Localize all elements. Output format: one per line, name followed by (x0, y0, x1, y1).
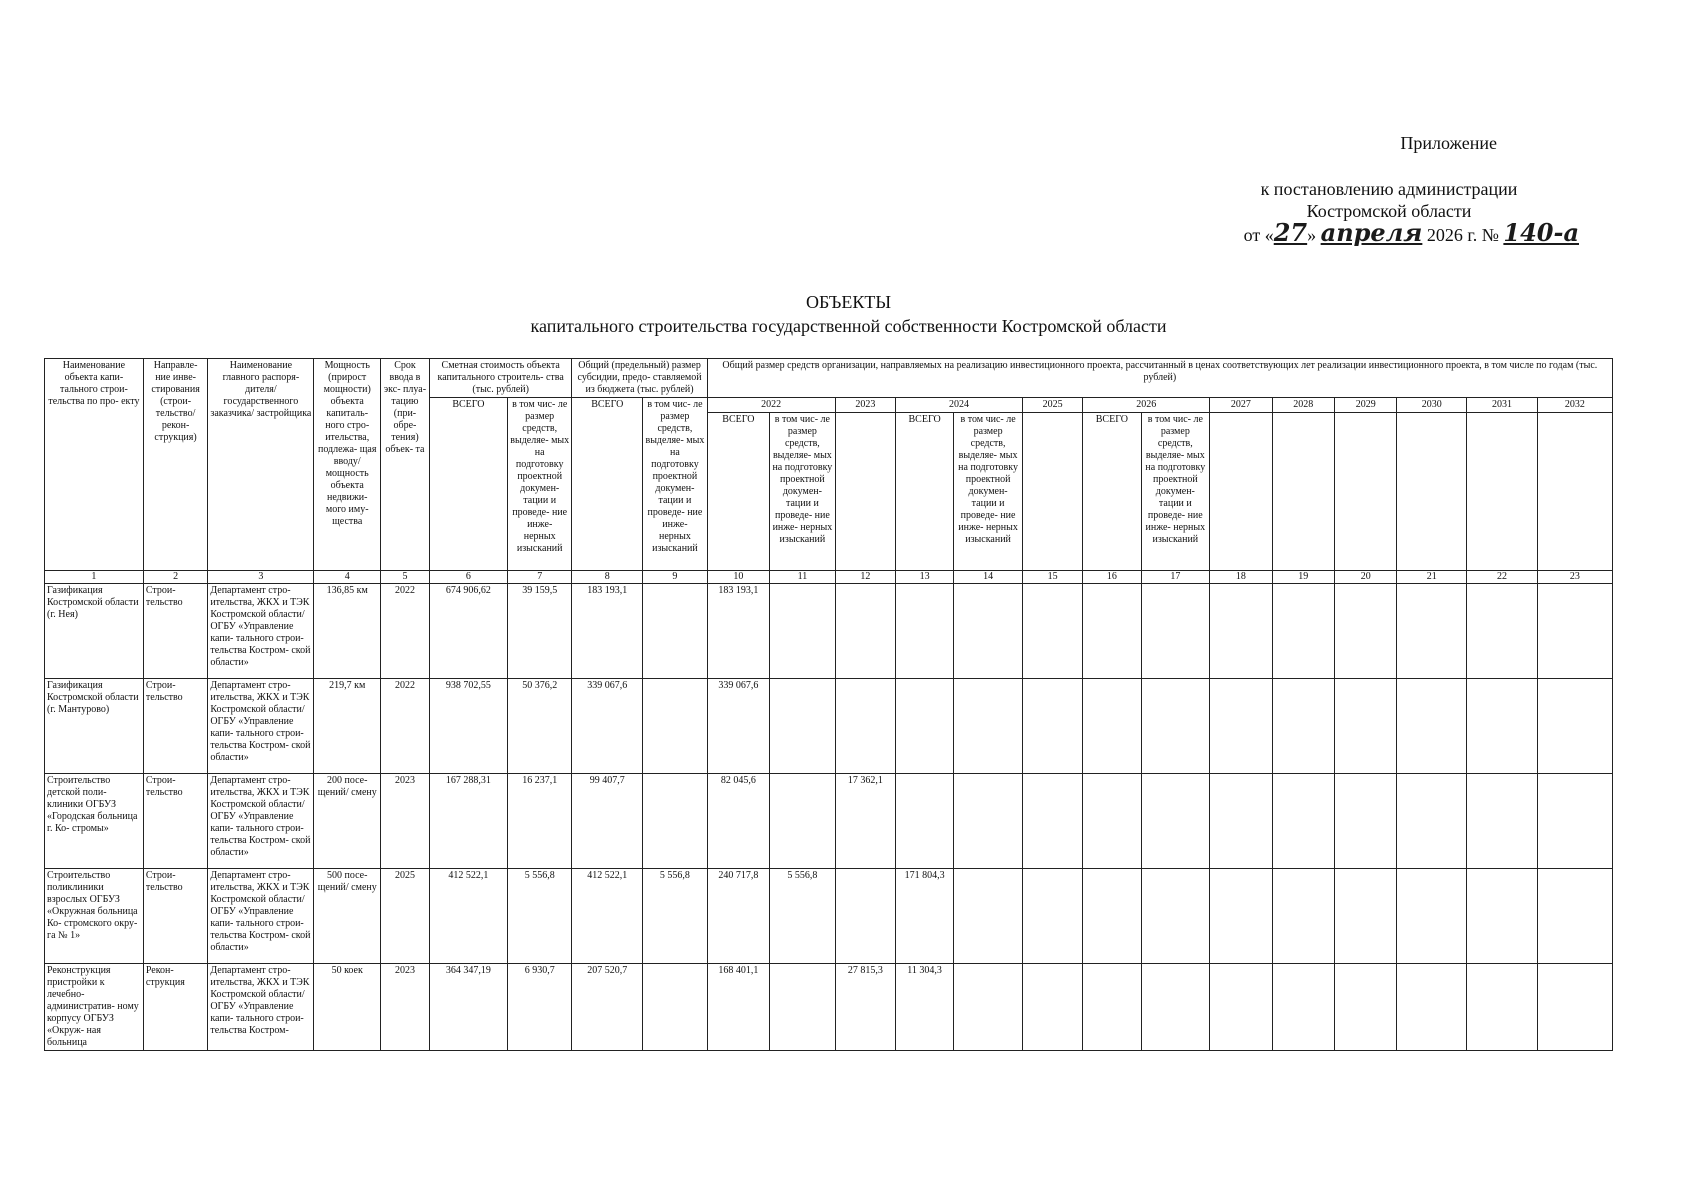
y2030-cell (1397, 584, 1467, 679)
y2028-cell (1272, 679, 1334, 774)
y2022-total-cell: 339 067,6 (707, 679, 769, 774)
y2031-cell (1467, 584, 1538, 679)
col-direction-header: Направле- ние инве- стирования (строи- тельство/ рекон- струкция) (143, 359, 208, 571)
title-line-1: ОБЪЕКТЫ (805, 292, 892, 312)
y2030-cell (1397, 869, 1467, 964)
cost-design-cell: 5 556,8 (507, 869, 572, 964)
capacity-cell: 50 коек (314, 964, 381, 1051)
y2022-total-cell: 240 717,8 (707, 869, 769, 964)
y2024-total-cell: 171 804,3 (896, 869, 954, 964)
customer-cell: Департамент стро- ительства, ЖКХ и ТЭК Костромской области/ОГБУ «Управление капи- тального строи- тельства Костром- ской области» (208, 584, 314, 679)
y2029-blank-header (1335, 413, 1397, 571)
column-number: 23 (1537, 571, 1612, 584)
region-line: Костромской области (1306, 201, 1472, 221)
y2032-cell (1537, 584, 1612, 679)
y2026-design-cell (1141, 964, 1210, 1051)
subsidy-total-cell: 183 193,1 (572, 584, 643, 679)
y2026-total-cell (1083, 774, 1141, 869)
date-mid: » (1307, 225, 1321, 245)
year-2022-header: 2022 (707, 398, 835, 413)
column-number: 1 (45, 571, 144, 584)
table-row (45, 774, 1613, 869)
year-2025-header: 2025 (1022, 398, 1082, 413)
object-name-cell: Строительство поликлиники взрослых ОГБУЗ «Окружная больница Ко- стромского окру- га № 1» (45, 869, 144, 964)
y2026-design-cell (1141, 869, 1210, 964)
y2025-cell (1022, 869, 1082, 964)
y2022-design-cell (770, 584, 836, 679)
y2024-design-cell (954, 584, 1023, 679)
year-2028-header: 2028 (1272, 398, 1334, 413)
column-number: 6 (429, 571, 507, 584)
y2032-blank-header (1537, 413, 1612, 571)
y2026-total-cell (1083, 584, 1141, 679)
term-cell: 2022 (381, 679, 430, 774)
column-number: 10 (707, 571, 769, 584)
capacity-cell: 136,85 км (314, 584, 381, 679)
subsidy-design-header: в том чис- ле размер средств, выделяе- мых на подготовку проектной докумен- тации и проведе- ние инже- нерных изысканий (643, 398, 708, 571)
subsidy-total-cell: 339 067,6 (572, 679, 643, 774)
column-number: 19 (1272, 571, 1334, 584)
year-2023-header: 2023 (835, 398, 895, 413)
column-number: 11 (770, 571, 836, 584)
subsidy-design-cell (643, 774, 708, 869)
col-cost-header: Сметная стоимость объекта капитального строитель- ства (тыс. рублей) (429, 359, 572, 398)
y2030-cell (1397, 679, 1467, 774)
y2023-cell (835, 679, 895, 774)
customer-cell: Департамент стро- ительства, ЖКХ и ТЭК Костромской области/ОГБУ «Управление капи- тального строи- тельства Костром- (208, 964, 314, 1051)
y2022-design-header: в том чис- ле размер средств, выделяе- мых на подготовку проектной докумен- тации и проведе- ние инже- нерных изысканий (770, 413, 836, 571)
col-customer-header: Наименование главного распоря- дителя/ государственного заказчика/ застройщика (208, 359, 314, 571)
cost-design-header: в том чис- ле размер средств, выделяе- мых на подготовку проектной докумен- тации и проведе- ние инже- нерных изысканий (507, 398, 572, 571)
table-row (45, 964, 1613, 1051)
y2022-design-cell: 5 556,8 (770, 869, 836, 964)
y2023-cell: 27 815,3 (835, 964, 895, 1051)
col-subsidy-header: Общий (предельный) размер субсидии, предо- ставляемой из бюджета (тыс. рублей) (572, 359, 707, 398)
year-2031-header: 2031 (1467, 398, 1538, 413)
cost-total-header: ВСЕГО (429, 398, 507, 571)
y2027-cell (1210, 584, 1272, 679)
year-2029-header: 2029 (1335, 398, 1397, 413)
subsidy-design-cell (643, 964, 708, 1051)
y2025-cell (1022, 584, 1082, 679)
cost-total-cell: 938 702,55 (429, 679, 507, 774)
y2024-total-header: ВСЕГО (896, 413, 954, 571)
y2027-blank-header (1210, 413, 1272, 571)
cost-total-cell: 167 288,31 (429, 774, 507, 869)
year-2024-header: 2024 (896, 398, 1023, 413)
capacity-cell: 500 посе- щений/ смену (314, 869, 381, 964)
cost-design-cell: 16 237,1 (507, 774, 572, 869)
appendix-label: Приложение (1400, 133, 1497, 153)
y2027-cell (1210, 964, 1272, 1051)
table-body (45, 584, 1613, 1051)
y2023-cell (835, 584, 895, 679)
y2024-total-cell (896, 679, 954, 774)
cost-total-cell: 674 906,62 (429, 584, 507, 679)
y2029-cell (1335, 964, 1397, 1051)
object-name-cell: Реконструкция пристройки к лечебно- административ- ному корпусу ОГБУЗ «Окруж- ная больница (45, 964, 144, 1051)
cost-design-cell: 39 159,5 (507, 584, 572, 679)
y2032-cell (1537, 964, 1612, 1051)
y2023-cell: 17 362,1 (835, 774, 895, 869)
y2026-design-header: в том чис- ле размер средств, выделяе- мых на подготовку проектной докумен- тации и проведе- ние инже- нерных изысканий (1141, 413, 1210, 571)
y2024-design-cell (954, 774, 1023, 869)
column-number: 14 (954, 571, 1023, 584)
y2026-total-cell (1083, 964, 1141, 1051)
subsidy-design-cell (643, 679, 708, 774)
y2022-total-header: ВСЕГО (707, 413, 769, 571)
col-funds-header: Общий размер средств организации, направляемых на реализацию инвестиционного проекта, рассчитанный в ценах соответствующих лет реализации инвестиционного проекта, в том числе по годам (тыс. рублей) (707, 359, 1612, 398)
y2024-total-cell: 11 304,3 (896, 964, 954, 1051)
decree-date-line (1199, 218, 1579, 247)
direction-cell: Строи- тельство (143, 774, 208, 869)
y2031-blank-header (1467, 413, 1538, 571)
y2025-cell (1022, 774, 1082, 869)
direction-cell: Строи- тельство (143, 869, 208, 964)
y2031-cell (1467, 964, 1538, 1051)
column-number: 5 (381, 571, 430, 584)
y2024-total-cell (896, 584, 954, 679)
y2029-cell (1335, 869, 1397, 964)
y2031-cell (1467, 869, 1538, 964)
table-row (45, 584, 1613, 679)
y2026-design-cell (1141, 679, 1210, 774)
y2025-cell (1022, 964, 1082, 1051)
y2025-cell (1022, 679, 1082, 774)
column-number: 12 (835, 571, 895, 584)
col-term-header: Срок ввода в экс- плуа- тацию (при- обре- тения) объек- та (381, 359, 430, 571)
column-number: 16 (1083, 571, 1141, 584)
direction-cell: Строи- тельство (143, 679, 208, 774)
y2026-total-header: ВСЕГО (1083, 413, 1141, 571)
column-number: 15 (1022, 571, 1082, 584)
column-number: 9 (643, 571, 708, 584)
cost-design-cell: 50 376,2 (507, 679, 572, 774)
y2030-cell (1397, 774, 1467, 869)
date-year: 2026 г. № (1422, 225, 1504, 245)
subsidy-design-cell: 5 556,8 (643, 869, 708, 964)
document-title (0, 290, 1697, 338)
y2029-cell (1335, 774, 1397, 869)
date-day-handwritten: 27 (1273, 218, 1308, 247)
table-row (45, 679, 1613, 774)
decree-reference (1199, 178, 1579, 246)
subsidy-total-header: ВСЕГО (572, 398, 643, 571)
y2028-cell (1272, 869, 1334, 964)
subsidy-total-cell: 412 522,1 (572, 869, 643, 964)
date-prefix: от « (1243, 225, 1274, 245)
y2029-cell (1335, 679, 1397, 774)
decree-number-handwritten: 140-а (1503, 218, 1579, 247)
objects-table (44, 358, 1613, 1051)
y2022-design-cell (770, 679, 836, 774)
capacity-cell: 219,7 км (314, 679, 381, 774)
y2024-design-cell (954, 679, 1023, 774)
date-month-handwritten: апреля (1320, 218, 1423, 247)
y2026-total-cell (1083, 679, 1141, 774)
y2022-design-cell (770, 964, 836, 1051)
y2024-design-cell (954, 964, 1023, 1051)
y2028-cell (1272, 774, 1334, 869)
column-number: 21 (1397, 571, 1467, 584)
y2022-total-cell: 82 045,6 (707, 774, 769, 869)
customer-cell: Департамент стро- ительства, ЖКХ и ТЭК Костромской области/ОГБУ «Управление капи- тального строи- тельства Костром- ской области» (208, 774, 314, 869)
y2022-total-cell: 183 193,1 (707, 584, 769, 679)
y2023-cell (835, 869, 895, 964)
y2024-total-cell (896, 774, 954, 869)
column-number: 4 (314, 571, 381, 584)
term-cell: 2025 (381, 869, 430, 964)
y2026-design-cell (1141, 774, 1210, 869)
column-numbers-row (45, 571, 1613, 584)
y2028-blank-header (1272, 413, 1334, 571)
title-line-2: капитального строительства государственной собственности Костромской области (530, 316, 1167, 336)
header-row-1 (45, 359, 1613, 398)
y2025-blank-header (1022, 413, 1082, 571)
y2027-cell (1210, 869, 1272, 964)
table-row (45, 869, 1613, 964)
direction-cell: Строи- тельство (143, 584, 208, 679)
column-number: 18 (1210, 571, 1272, 584)
year-2026-header: 2026 (1083, 398, 1210, 413)
column-number: 17 (1141, 571, 1210, 584)
col-name-header: Наименование объекта капи- тального строи- тельства по про- екту (45, 359, 144, 571)
cost-design-cell: 6 930,7 (507, 964, 572, 1051)
term-cell: 2023 (381, 774, 430, 869)
customer-cell: Департамент стро- ительства, ЖКХ и ТЭК Костромской области/ОГБУ «Управление капи- тального строи- тельства Костром- ской области» (208, 869, 314, 964)
y2023-blank-header (835, 413, 895, 571)
year-2027-header: 2027 (1210, 398, 1272, 413)
subsidy-total-cell: 99 407,7 (572, 774, 643, 869)
column-number: 2 (143, 571, 208, 584)
term-cell: 2022 (381, 584, 430, 679)
y2030-cell (1397, 964, 1467, 1051)
y2028-cell (1272, 584, 1334, 679)
y2032-cell (1537, 774, 1612, 869)
subsidy-total-cell: 207 520,7 (572, 964, 643, 1051)
column-number: 20 (1335, 571, 1397, 584)
cost-total-cell: 364 347,19 (429, 964, 507, 1051)
y2031-cell (1467, 774, 1538, 869)
cost-total-cell: 412 522,1 (429, 869, 507, 964)
column-number: 3 (208, 571, 314, 584)
capacity-cell: 200 посе- щений/ смену (314, 774, 381, 869)
y2031-cell (1467, 679, 1538, 774)
object-name-cell: Газификация Костромской области (г. Нея) (45, 584, 144, 679)
y2032-cell (1537, 869, 1612, 964)
column-number: 13 (896, 571, 954, 584)
y2028-cell (1272, 964, 1334, 1051)
direction-cell: Рекон- струкция (143, 964, 208, 1051)
year-2032-header: 2032 (1537, 398, 1612, 413)
y2024-design-header: в том чис- ле размер средств, выделяе- мых на подготовку проектной докумен- тации и проведе- ние инже- нерных изысканий (954, 413, 1023, 571)
col-capacity-header: Мощность (прирост мощности) объекта капиталь- ного стро- ительства, подлежа- щая вводу/ мощность объекта недвижи- мого иму- щества (314, 359, 381, 571)
y2022-design-cell (770, 774, 836, 869)
customer-cell: Департамент стро- ительства, ЖКХ и ТЭК Костромской области/ОГБУ «Управление капи- тального строи- тельства Костром- ской области» (208, 679, 314, 774)
y2029-cell (1335, 584, 1397, 679)
y2024-design-cell (954, 869, 1023, 964)
object-name-cell: Строительство детской поли- клиники ОГБУЗ «Городская больница г. Ко- стромы» (45, 774, 144, 869)
column-number: 22 (1467, 571, 1538, 584)
y2027-cell (1210, 774, 1272, 869)
column-number: 8 (572, 571, 643, 584)
y2026-total-cell (1083, 869, 1141, 964)
subsidy-design-cell (643, 584, 708, 679)
y2027-cell (1210, 679, 1272, 774)
term-cell: 2023 (381, 964, 430, 1051)
year-2030-header: 2030 (1397, 398, 1467, 413)
column-number: 7 (507, 571, 572, 584)
y2026-design-cell (1141, 584, 1210, 679)
y2030-blank-header (1397, 413, 1467, 571)
y2022-total-cell: 168 401,1 (707, 964, 769, 1051)
object-name-cell: Газификация Костромской области (г. Мантурово) (45, 679, 144, 774)
decree-line: к постановлению администрации (1260, 179, 1518, 199)
y2032-cell (1537, 679, 1612, 774)
